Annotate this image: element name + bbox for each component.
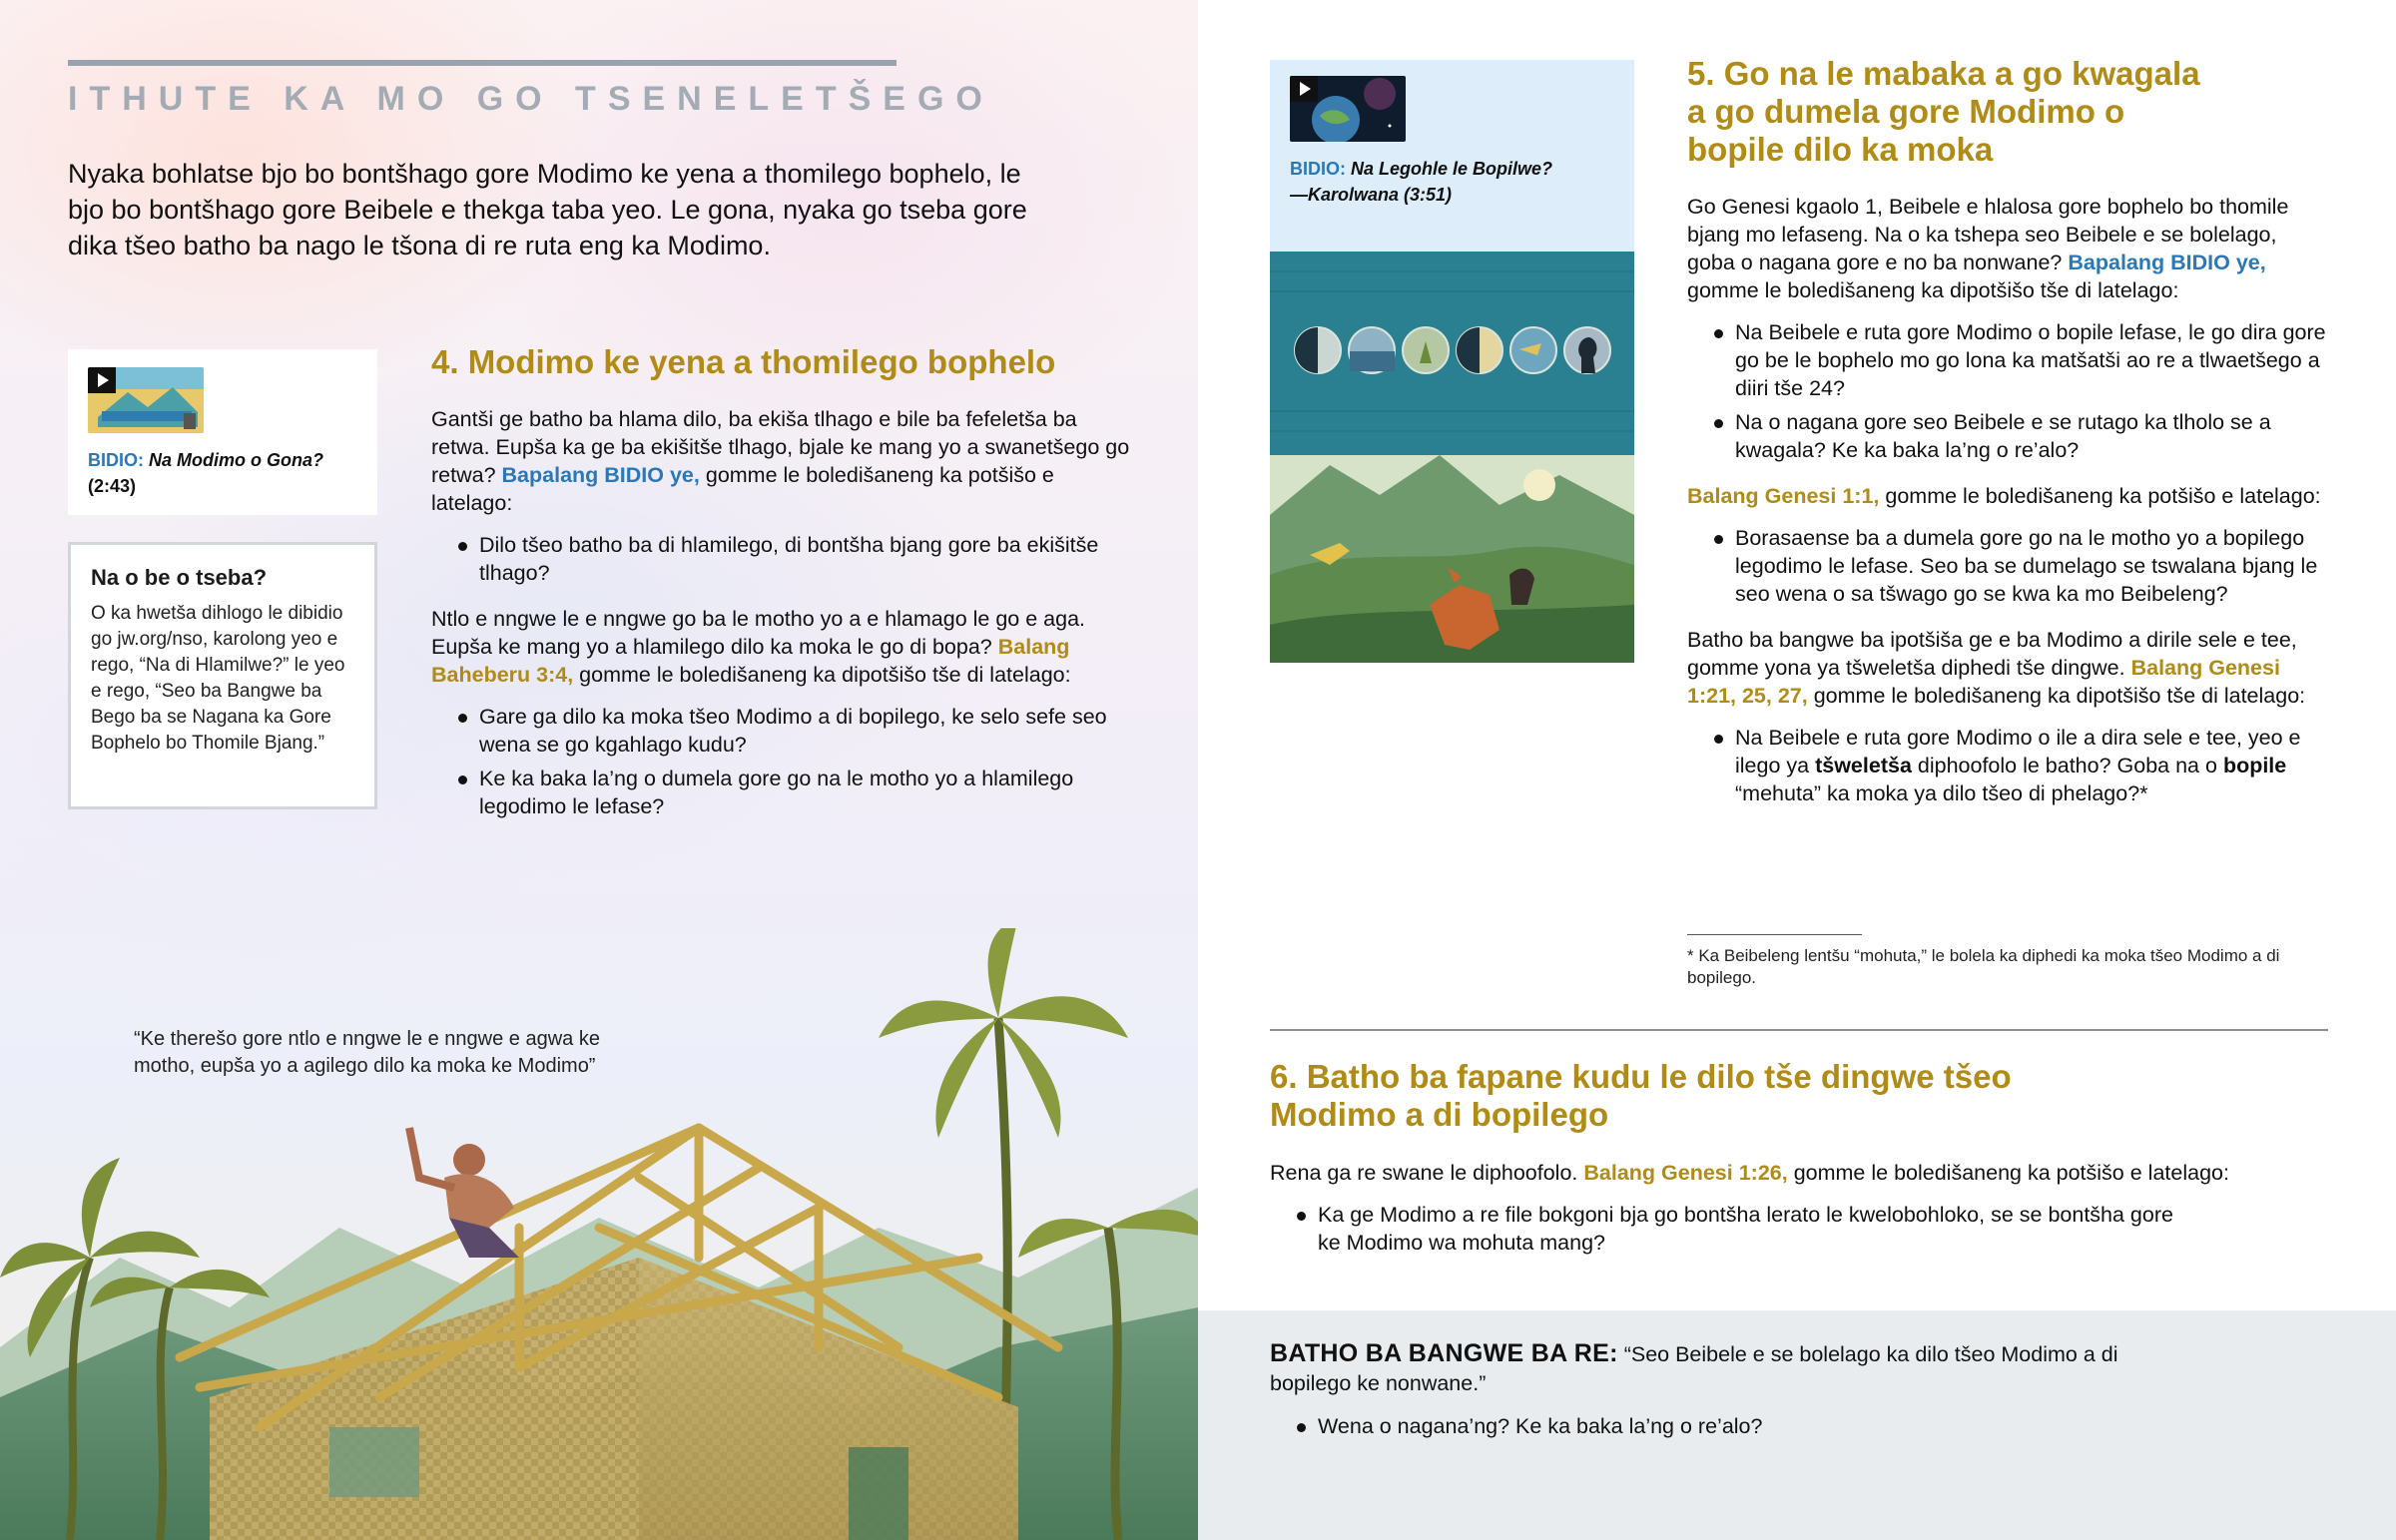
paragraph-text: gomme le boledišaneng ka dipotšišo tše di latelago: [579, 663, 1071, 687]
play-icon[interactable] [1290, 76, 1318, 102]
others-say-label: BATHO BA BANGWE BA RE: [1270, 1339, 1618, 1367]
paragraph-text: Gantši ge batho ba hlama dilo, ba ekiša tlhago e bile ba fefeletša ba retwa. Eupša ka ge ba ekišitše tlhago, bjale ke mang yo a swanetšego go retwa? [431, 407, 1130, 487]
paragraph-text: Batho ba bangwe ba ipotšiša ge e ba Modimo a dirile sele e tee, gomme yona ya tšweletša diphedi tše dingwe. [1687, 628, 2297, 680]
sidebar-title: Na o be o tseba? [91, 565, 268, 590]
paragraph-text: gomme le boledišaneng ka dipotšišo tše di latelago: [1687, 278, 2179, 302]
others-say-box [1270, 1339, 2168, 1459]
house-building-illustration [0, 928, 1198, 1540]
section-4-body [431, 405, 1130, 838]
paragraph [431, 405, 1130, 517]
video-label: BIDIO: [1290, 159, 1346, 179]
scripture-link[interactable]: Balang Genesi 1:26, [1583, 1161, 1788, 1185]
did-you-know-box [68, 542, 377, 809]
section-divider [1270, 1029, 2328, 1031]
footnote-rule [1687, 934, 1862, 935]
question-item: Ke ka baka la’ng o dumela gore go na le motho yo a hlamilego legodimo le lefase? [431, 765, 1130, 820]
paragraph-text: Rena ga re swane le diphoofolo. [1270, 1161, 1578, 1185]
intro-paragraph: Nyaka bohlatse bjo bo bontšhago gore Modimo ke yena a thomilego bophelo, le bjo bo bontšhago gore Beibele e thekga taba yeo. Le gona, nyaka go tseba gore dika tšeo batho ba nago le tšona di re ruta eng ka Modimo. [68, 159, 1027, 260]
play-video-link[interactable]: Bapalang BIDIO ye, [2068, 251, 2266, 274]
question-item: Dilo tšeo batho ba di hlamilego, di bontšha bjang gore ba ekišitše tlhago? [431, 531, 1130, 587]
video-title[interactable]: Na Legohle le Bopilwe? [1351, 159, 1553, 179]
paragraph [1687, 626, 2326, 710]
video-duration: (2:43) [88, 476, 137, 496]
question-list [1270, 1201, 2308, 1257]
question-text: “mehuta” ka moka ya dilo tšeo di phelago?* [1735, 781, 2148, 805]
footnote: * Ka Beibeleng lentšu “mohuta,” le bolela ka diphedi ka moka tšeo Modimo a di bopilego. [1687, 946, 2280, 987]
video-subtitle: —Karolwana (3:51) [1290, 185, 1453, 205]
question-list [431, 531, 1130, 587]
scripture-link[interactable]: Balang Baheberu 3:4, [431, 635, 1070, 687]
video-title[interactable]: Na Modimo o Gona? [149, 450, 324, 470]
play-icon[interactable] [88, 367, 116, 393]
animals-landscape-illustration [1270, 455, 1634, 663]
question-list [1270, 1412, 2168, 1441]
paragraph [1687, 193, 2326, 304]
question-item: Borasaense ba a dumela gore go na le motho yo a bopilego legodimo le lefase. Seo ba se dumelago se tswalana bjang le seo wena o sa tšwago go se kwa ka mo Beibeleng? [1687, 524, 2326, 608]
video-thumbnail[interactable] [88, 367, 204, 433]
question-list [1687, 724, 2326, 807]
section-5-body [1687, 193, 2326, 825]
question-item: Wena o nagana’ng? Ke ka baka la’ng o re’alo? [1270, 1412, 2168, 1441]
section-eyebrow: ITHUTE KA MO GO TSENELETŠEGO [68, 80, 994, 118]
section-6-heading: 6. Batho ba fapane kudu le dilo tše dingwe tšeo Modimo a di bopilego [1270, 1058, 2012, 1133]
paragraph [1687, 482, 2326, 510]
section-5-heading: 5. Go na le mabaka a go kwagala a go dumela gore Modimo o bopile dilo ka moka [1687, 55, 2200, 168]
creation-days-illustration [1270, 252, 1634, 455]
question-item: Gare ga dilo ka moka tšeo Modimo a di bopilego, ke selo sefe seo wena se go kgahlago kudu? [431, 703, 1130, 759]
question-item [1687, 724, 2326, 807]
scripture-link[interactable]: Balang Genesi 1:1, [1687, 484, 1880, 508]
emphasis-text: bopile [2222, 754, 2287, 777]
video-label: BIDIO: [88, 450, 144, 470]
illustration-caption: “Ke therešo gore ntlo e nngwe le e nngwe e agwa ke motho, eupša yo a agilego dilo ka moka ke Modimo” [134, 1028, 600, 1077]
paragraph-text: gomme le boledišaneng ka dipotšišo tše di latelago: [1813, 684, 2306, 708]
video-thumbnail[interactable] [1290, 76, 1406, 142]
play-video-link[interactable]: Bapalang BIDIO ye, [501, 463, 700, 487]
section-6-body [1270, 1159, 2308, 1275]
paragraph-text: gomme le boledišaneng ka potšišo e latelago: [1885, 484, 2321, 508]
paragraph-text: Ntlo e nngwe le e nngwe go ba le motho yo a e hlamago le go e aga. Eupša ke mang yo a hlamilego dilo ka moka le go di bopa? [431, 607, 1086, 659]
emphasis-text: tšweletša [1815, 754, 1912, 777]
others-say-quote: “Seo Beibele e se bolelago ka dilo tšeo Modimo a di bopilego ke nonwane.” [1270, 1342, 2118, 1395]
question-list [431, 703, 1130, 820]
paragraph-text: Go Genesi kgaolo 1, Beibele e hlalosa gore bophelo bo thomile bjang mo lefaseng. Na o ka tshepa seo Beibele e se bolelago, goba o nagana gore e no ba nonwane? [1687, 195, 2289, 274]
paragraph-text: gomme le boledišaneng ka potšišo e latelago: [431, 463, 1054, 515]
question-item: Ka ge Modimo a re file bokgoni bja go bontšha lerato le kwelobohloko, se se bontšha gore ke Modimo wa mohuta mang? [1270, 1201, 2198, 1257]
paragraph-text: gomme le boledišaneng ka potšišo e latelago: [1793, 1161, 2229, 1185]
paragraph [1270, 1339, 2168, 1398]
video-card-na-modimo-o-gona[interactable] [68, 349, 377, 515]
paragraph [431, 605, 1130, 689]
question-item: Na o nagana gore seo Beibele e se rutago ka tlholo se a kwagala? Ke ka baka la’ng o re’alo? [1687, 408, 2326, 464]
question-item: Na Beibele e ruta gore Modimo o bopile lefase, le go dira gore go be le bophelo mo go lona ka matšatši ao re a tlwaetšego a diiri tše 24? [1687, 318, 2326, 402]
scripture-link[interactable]: Balang Genesi 1:21, 25, 27, [1687, 656, 2280, 708]
paragraph [1270, 1159, 2308, 1187]
section-4-heading: 4. Modimo ke yena a thomilego bophelo [431, 343, 1056, 380]
question-list [1687, 524, 2326, 608]
header-rule [68, 60, 897, 66]
sidebar-body: O ka hwetša dihlogo le dibidio go jw.org/nso, karolong yeo e rego, “Na di Hlamilwe?” le yeo e rego, “Seo ba Bangwe ba Bego ba se Nagana ka Gore Bophelo bo Thomile Bjang.” [91, 603, 345, 754]
question-text: diphoofolo le batho? Goba na o [1917, 754, 2217, 777]
question-text: Na Beibele e ruta gore Modimo o ile a dira sele e tee, yeo e ilego ya [1735, 726, 2301, 777]
video-card-na-legohle-le-bopilwe[interactable] [1270, 60, 1634, 252]
question-list [1687, 318, 2326, 464]
